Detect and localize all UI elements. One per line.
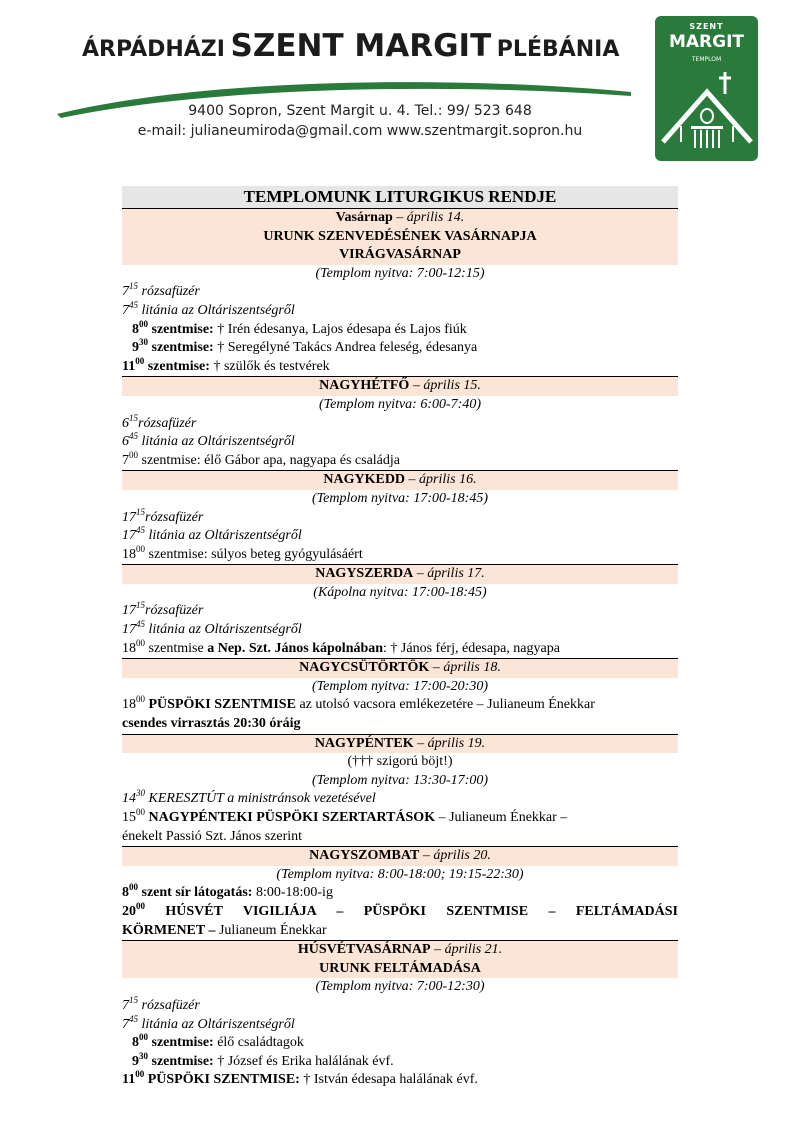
schedule <box>122 186 678 1090</box>
service-item-continued: KÖRMENET – Julianeum Énekkar <box>122 922 327 938</box>
service-item: $17^{15}rózsafüzér$ <box>122 600 204 619</box>
logo-text-main: MARGIT <box>668 32 745 52</box>
parish-name <box>82 28 619 64</box>
church-icon <box>655 64 758 159</box>
day-header-palm-sunday <box>122 208 678 265</box>
logo-text-bottom: TEMPLOM <box>691 56 722 63</box>
parish-name-main: SZENT MARGIT <box>230 28 492 64</box>
day-header-holy-tuesday: NAGYKEDD – április 16. <box>122 470 678 490</box>
service-item: $17^{45}$ litánia az Oltáriszentségről <box>122 619 302 638</box>
feast-name: VIRÁGVASÁRNAP <box>339 247 461 263</box>
service-item: $15^{00}$ NAGYPÉNTEKI PÜSPÖKI SZERTARTÁSOK – Julianeum Énekkar – <box>122 807 568 825</box>
opening-hours: (Templom nyitva: 13:30-17:00) <box>311 772 488 788</box>
service-item: $14^{30}$ KERESZTÚT a ministránsok vezetésével <box>122 788 376 807</box>
service-item: $20^{00}$ HÚSVÉT VIGILIÁJA – PÜSPÖKI SZENTMISE – FELTÁMADÁSI <box>122 900 678 919</box>
opening-hours: (Templom nyitva: 6:00-7:40) <box>318 396 481 412</box>
service-item: $6^{15}rózsafüzér$ <box>122 412 197 431</box>
service-item: $18^{00}$ szentmise a Nep. Szt. János kápolnában: † János férj, édesapa, nagyapa <box>122 637 560 656</box>
service-item: $7^{15}$ rózsafüzér <box>122 994 200 1013</box>
opening-hours: (Kápolna nyitva: 17:00-18:45) <box>313 584 487 600</box>
service-item: $7^{15}$ rózsafüzér <box>122 281 200 300</box>
parish-name-prefix: ÁRPÁDHÁZI <box>82 37 225 62</box>
feast-name: URUNK FELTÁMADÁSA <box>319 960 481 976</box>
service-item: $8^{00}$ szentmise: † Irén édesanya, Lajos édesapa és Lajos fiúk <box>132 318 467 337</box>
opening-hours: (Templom nyitva: 17:00-18:45) <box>311 490 488 506</box>
service-item: $8^{00}$ szentmise: élő családtagok <box>132 1032 304 1051</box>
opening-hours: (Templom nyitva: 17:00-20:30) <box>311 678 488 694</box>
service-item-continued: énekelt Passió Szt. János szerint <box>122 828 303 844</box>
service-item: $17^{15}rózsafüzér$ <box>122 506 204 525</box>
logo-text-top: SZENT <box>689 22 724 31</box>
service-item: $6^{45}$ litánia az Oltáriszentségről <box>122 431 295 450</box>
day-date: – április 14. <box>392 210 465 225</box>
fast-note: (††† szigorú böjt!) <box>347 754 453 770</box>
service-item: $18^{00}$ szentmise: súlyos beteg gyógyulásáért <box>122 543 363 562</box>
opening-hours: (Templom nyitva: 8:00-18:00; 19:15-22:30) <box>276 866 524 882</box>
service-item: $7^{00}$ szentmise: élő Gábor apa, nagyapa és családja <box>122 449 401 468</box>
service-item: $7^{45}$ litánia az Oltáriszentségről <box>122 1013 295 1032</box>
parish-logo <box>655 16 758 161</box>
service-item: csendes virrasztás 20:30 óráig <box>122 716 301 732</box>
day-header-good-friday: NAGYPÉNTEK – április 19. <box>122 734 678 754</box>
opening-hours: (Templom nyitva: 7:00-12:15) <box>315 265 485 281</box>
day-header-easter-sunday: HÚSVÉTVASÁRNAP – április 21. URUNK FELTÁMADÁSA <box>122 940 678 978</box>
service-item: $9^{30}$ szentmise: † József és Erika halálának évf. <box>132 1050 394 1069</box>
service-item: $18^{00}$ PÜSPÖKI SZENTMISE az utolsó vacsora emlékezetére – Julianeum Énekkar <box>122 694 595 713</box>
service-item: $9^{30}$ szentmise: † Seregélyné Takács Andrea feleség, édesanya <box>132 337 478 356</box>
contact-line: e-mail: julianeumiroda@gmail.com www.szentmargit.sopron.hu <box>137 123 583 139</box>
service-item: $7^{45}$ litánia az Oltáriszentségről <box>122 299 295 318</box>
service-item: $11^{00}$ szentmise: † szülők és testvérek <box>122 355 330 374</box>
service-item: $11^{00}$ PÜSPÖKI SZENTMISE: † István édesapa halálának évf. <box>122 1069 478 1088</box>
day-header-holy-monday: NAGYHÉTFŐ – április 15. <box>122 376 678 396</box>
parish-name-suffix: PLÉBÁNIA <box>496 37 620 62</box>
day-header-holy-saturday: NAGYSZOMBAT – április 20. <box>122 846 678 866</box>
day-header-holy-wednesday: NAGYSZERDA – április 17. <box>122 564 678 584</box>
schedule-title: TEMPLOMUNK LITURGIKUS RENDJE <box>122 186 678 208</box>
service-item: $8^{00}$ szent sír látogatás: 8:00-18:00-ig <box>122 882 333 901</box>
service-item: $17^{45}$ litánia az Oltáriszentségről <box>122 525 302 544</box>
feast-name: URUNK SZENVEDÉSÉNEK VASÁRNAPJA <box>263 228 537 244</box>
day-name: Vasárnap <box>335 210 393 225</box>
day-header-holy-thursday: NAGYCSÜTÖRTÖK – április 18. <box>122 658 678 678</box>
opening-hours: (Templom nyitva: 7:00-12:30) <box>315 979 485 995</box>
address-line: 9400 Sopron, Szent Margit u. 4. Tel.: 99/ 523 648 <box>188 103 532 119</box>
